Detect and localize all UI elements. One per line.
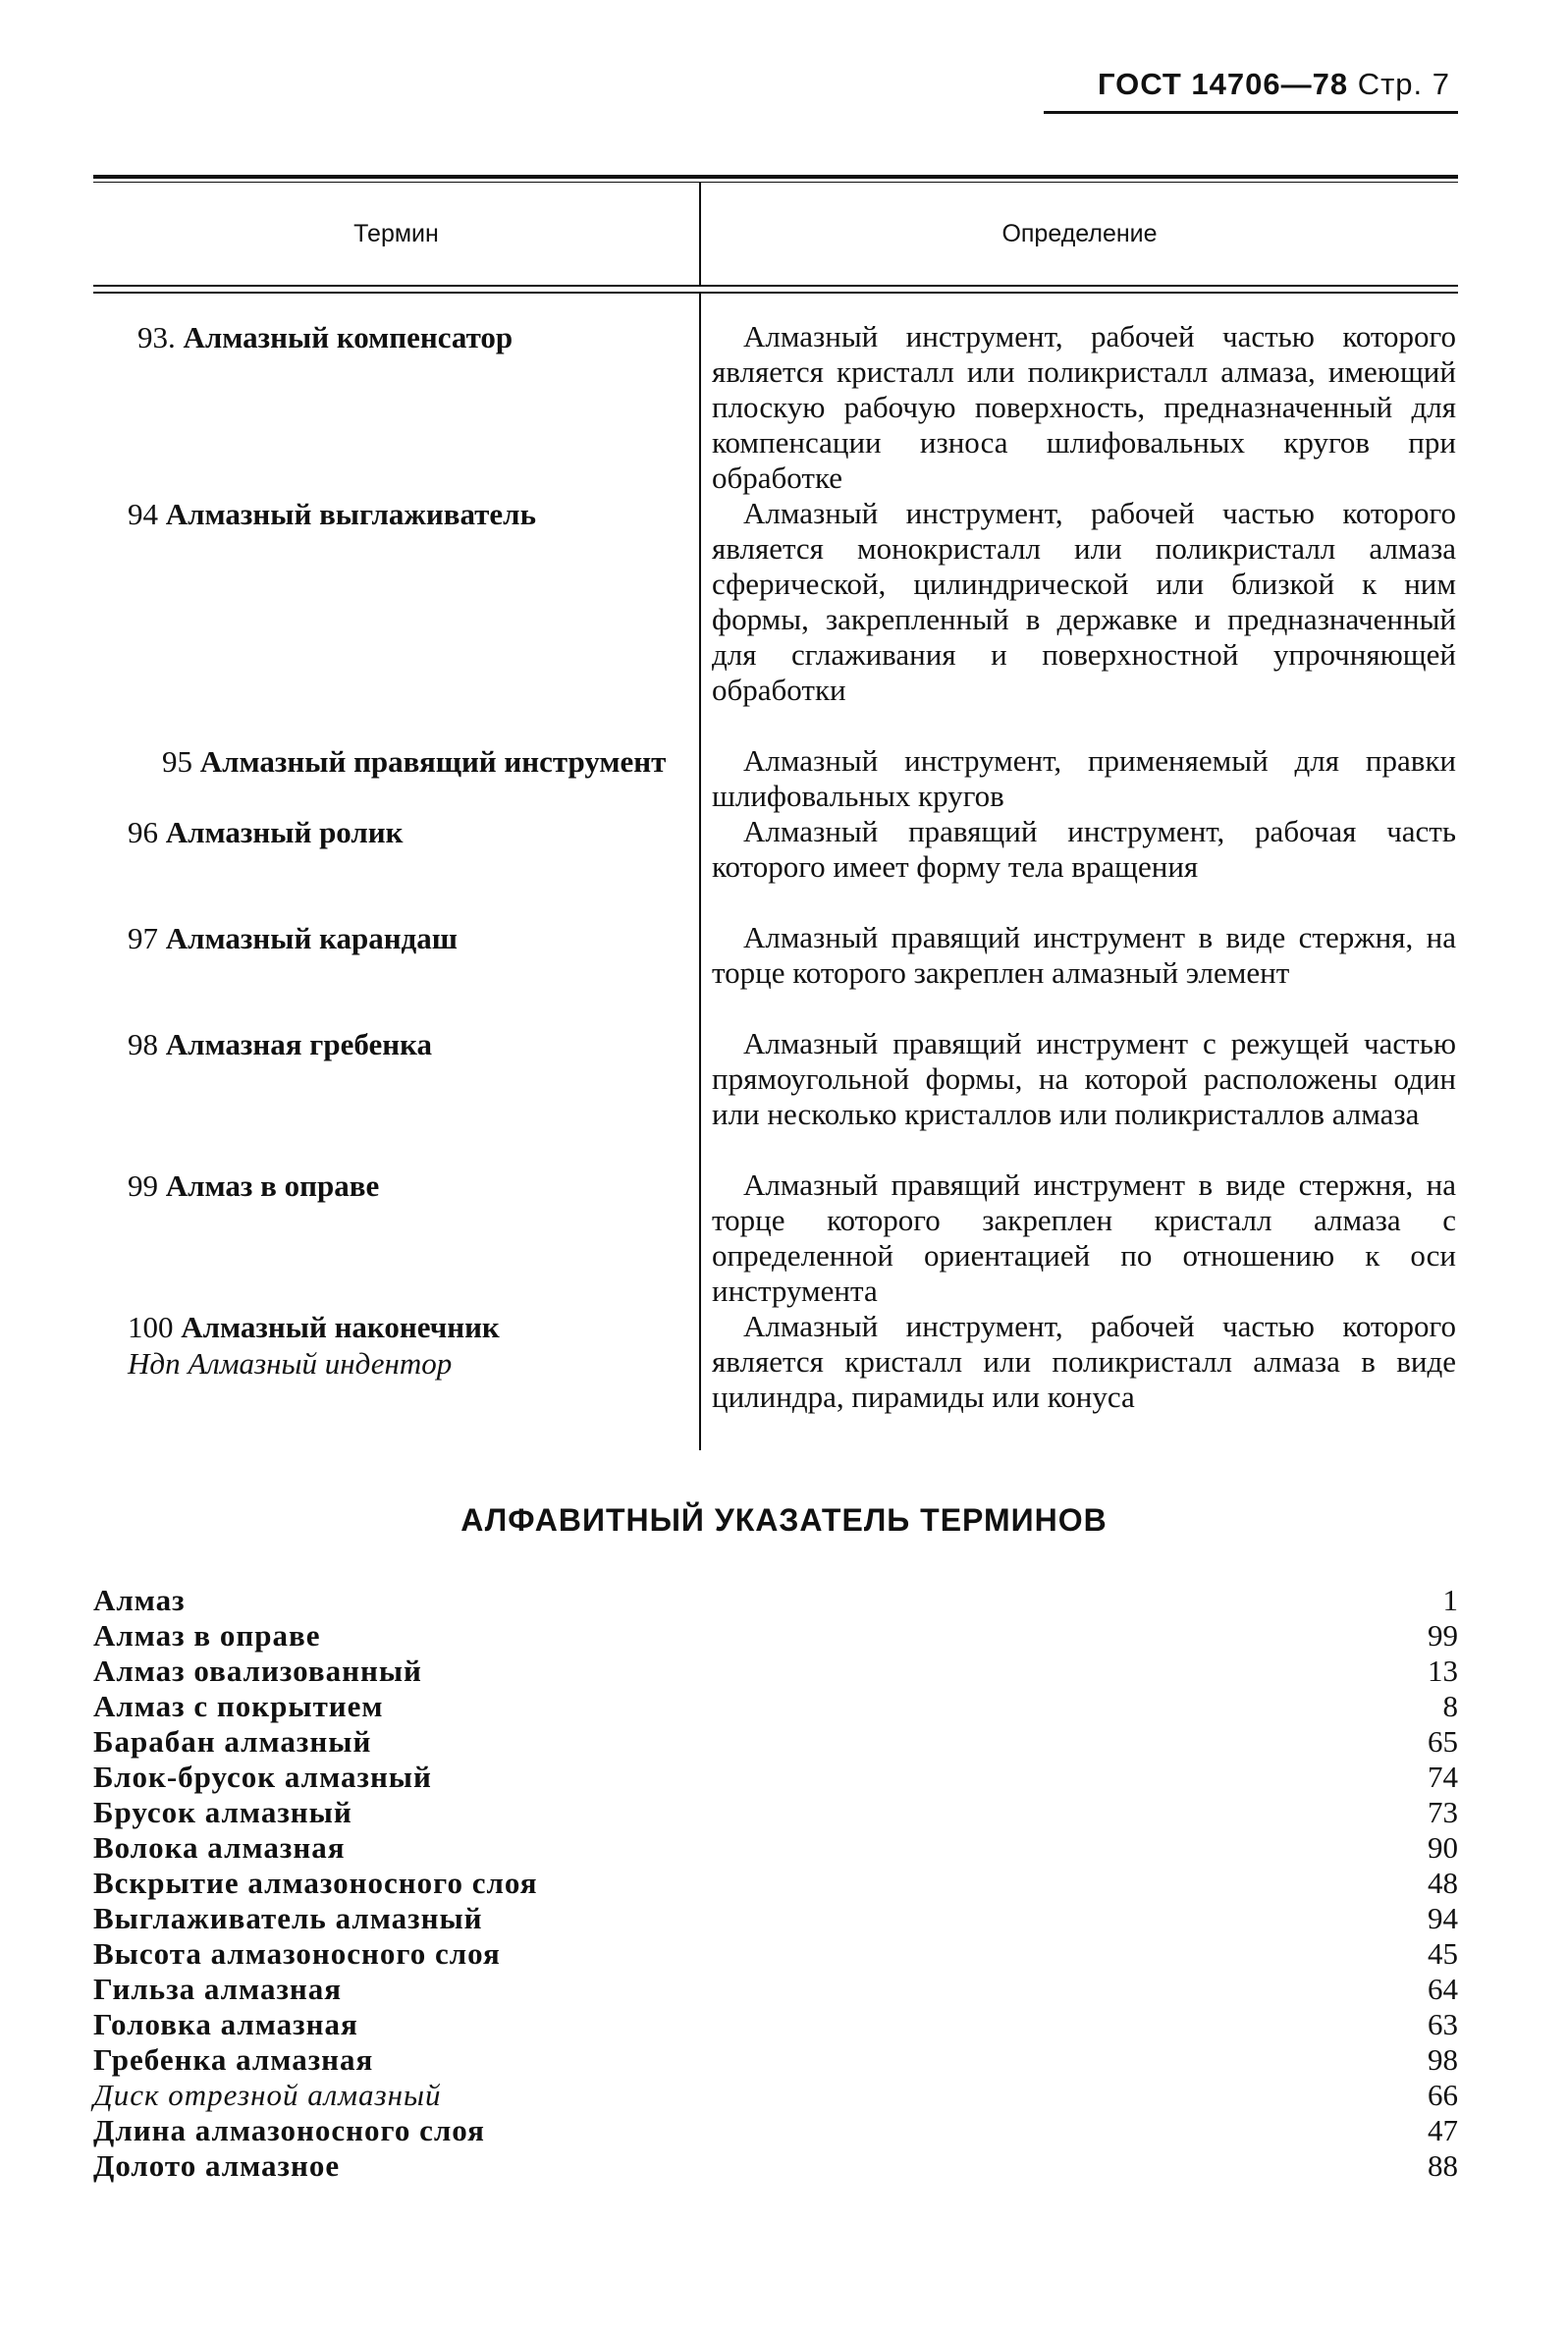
index-entry: Головка алмазная 63 [93, 2007, 1458, 2041]
table-row [93, 814, 1458, 920]
index-entry: Длина алмазоносного слоя 47 [93, 2113, 1458, 2147]
index-entry: Выглаживатель алмазный 94 [93, 1901, 1458, 1935]
column-header-term: Термин [93, 183, 701, 285]
definition-cell: Алмазный правящий инструмент в виде стержня, на торце которого закреплен кристалл алмаза с определенной ориентацией по отношению к оси инструмента [712, 1167, 1456, 1308]
index-entry: Барабан алмазный 65 [93, 1724, 1458, 1759]
table-row [93, 1309, 1458, 1450]
header-underline [1044, 111, 1458, 114]
table-row [93, 743, 1458, 814]
index-entry: Алмаз овализованный 13 [93, 1654, 1458, 1688]
table-row [93, 496, 1458, 743]
definition-cell: Алмазный правящий инструмент с режущей частью прямоугольной формы, на которой расположены один или несколько кристаллов или поликристаллов алмаза [712, 1026, 1456, 1131]
index-entry: Высота алмазоносного слоя 45 [93, 1936, 1458, 1971]
definition-cell: Алмазный инструмент, рабочей частью которого является кристалл или поликристалл алмаза в виде цилиндра, пирамиды или конуса [712, 1309, 1456, 1414]
term-cell: 97 Алмазный карандаш [128, 921, 458, 955]
term-cell: 95 Алмазный правящий инструмент [162, 744, 667, 779]
table-body [93, 294, 1458, 1450]
index-entry: Блок-брусок алмазный 74 [93, 1760, 1458, 1794]
terms-table [93, 175, 1458, 1450]
index-entry: Гребенка алмазная 98 [93, 2042, 1458, 2077]
index-entry: Диск отрезной алмазный 66 [93, 2078, 1458, 2112]
definition-cell: Алмазный инструмент, применяемый для правки шлифовальных кругов [712, 743, 1456, 813]
table-row [93, 1167, 1458, 1309]
definition-cell: Алмазный инструмент, рабочей частью которого является кристалл или поликристалл алмаза, имеющий плоскую рабочую поверхность, предназначенный для компенсации износа шлифовальных кругов при обработке [712, 319, 1456, 495]
term-cell: 99 Алмаз в оправе [128, 1168, 380, 1203]
page-header [1098, 67, 1450, 102]
table-row [93, 920, 1458, 1026]
index-title: АЛФАВИТНЫЙ УКАЗАТЕЛЬ ТЕРМИНОВ [460, 1502, 1108, 1538]
term-cell: 96 Алмазный ролик [128, 815, 404, 849]
index-entry: Брусок алмазный 73 [93, 1795, 1458, 1829]
definition-cell: Алмазный инструмент, рабочей частью которого является монокристалл или поликристалл алмаза сферической, цилиндрической или близкой к ним формы, закрепленный в державке и предназначенный для сглаживания и поверхностной упрочняющей обработки [712, 496, 1456, 707]
standard-number: ГОСТ 14706—78 [1097, 67, 1349, 101]
index-entry: Волока алмазная 90 [93, 1830, 1458, 1865]
table-header [93, 183, 1458, 285]
index-entry: Алмаз в оправе 99 [93, 1618, 1458, 1653]
index-entry: Алмаз 1 [93, 1583, 1458, 1617]
rejected-term: Ндп Алмазный индентор [128, 1346, 453, 1381]
table-top-rule [93, 175, 1458, 179]
index-entry: Долото алмазное 88 [93, 2148, 1458, 2183]
term-cell: 98 Алмазная гребенка [128, 1027, 432, 1061]
page-number: Стр. 7 [1357, 67, 1450, 101]
index-entry: Гильза алмазная 64 [93, 1972, 1458, 2006]
table-row [93, 319, 1458, 496]
alphabetical-index [93, 1583, 1458, 2184]
term-cell: 94 Алмазный выглаживатель [128, 497, 536, 531]
index-entry: Вскрытие алмазоносного слоя 48 [93, 1866, 1458, 1900]
definition-cell: Алмазный правящий инструмент, рабочая часть которого имеет форму тела вращения [712, 814, 1456, 884]
term-cell: 93. Алмазный компенсатор [137, 320, 514, 354]
term-cell: 100 Алмазный наконечник Ндп Алмазный индентор [93, 1309, 699, 1450]
definition-cell: Алмазный правящий инструмент в виде стержня, на торце которого закреплен алмазный элемент [712, 920, 1456, 990]
table-row [93, 1026, 1458, 1167]
column-divider [699, 294, 701, 1450]
column-header-definition: Определение [1001, 219, 1158, 247]
index-entry: Алмаз с покрытием 8 [93, 1689, 1458, 1723]
